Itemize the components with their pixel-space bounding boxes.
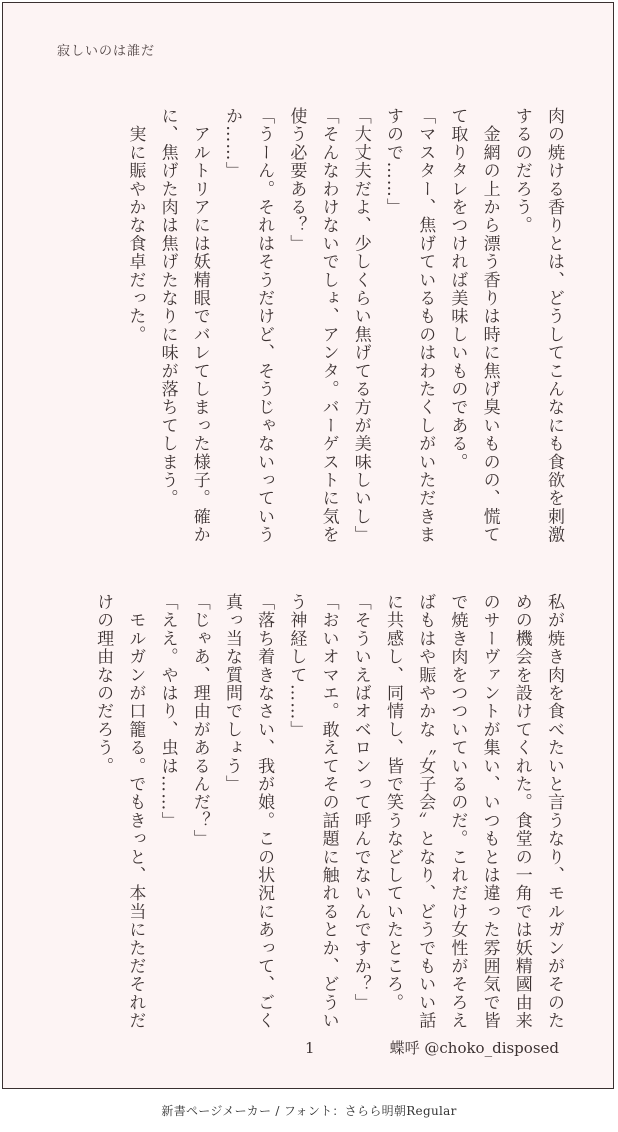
book-page bbox=[2, 2, 614, 1089]
page-title: 寂しいのは誰だ bbox=[57, 44, 156, 59]
page-number: 1 bbox=[305, 1039, 315, 1057]
text-block-upper: 肉の焼ける香りとは、どうしてこんなにも食欲を刺激するのだろう。 金網の上から漂う香りは時に焦げ臭いものの、慌てて取りタレをつければ美味しいものである。 「マスター、焦げているものはわたくしがいただきますので……」 「大丈夫だよ、少しくらい焦げてる方が美味しいし」 「そんなわけないでしょ、アンタ。バーゲストに気を使う必要ある？」 「うーん。それはそうだけど、そうじゃないっていうか……」 アルトリアには妖精眼でバレてしまった様子。確かに、焦げた肉は焦げたなりに味が落ちてしまう。 実に賑やかな食卓だった。 bbox=[125, 107, 564, 544]
footer-credit: 新書ページメーカー / フォント：さらら明朝Regular bbox=[161, 1104, 457, 1118]
text-block-lower: 私が焼き肉を食べたいと言うなり、モルガンがそのための機会を設けてくれた。食堂の一角では妖精國由来のサーヴァントが集い、いつもとは違った雰囲気で皆で焼き肉をつついているのだ。これだけ女性がそろえばもはや賑やかな〝女子会〟となり、どうでもいい話に共感し、同情し、皆で笑うなどしていたところ。 「そういえばオベロンって呼んでないんですか？」 「おいオマエ。敢えてその話題に触れるとか、どういう神経して……」 「落ち着きなさい、我が娘。この状況にあって、ごく真っ当な質問でしょう」 「じゃあ、理由があるんだ？」 「ええ。やはり、虫は……」 モルガンが口籠る。でもきっと、本当にただそれだけの理由なのだろう。 bbox=[93, 593, 564, 1030]
author-credit: 蝶呼 @choko_disposed bbox=[389, 1039, 559, 1057]
